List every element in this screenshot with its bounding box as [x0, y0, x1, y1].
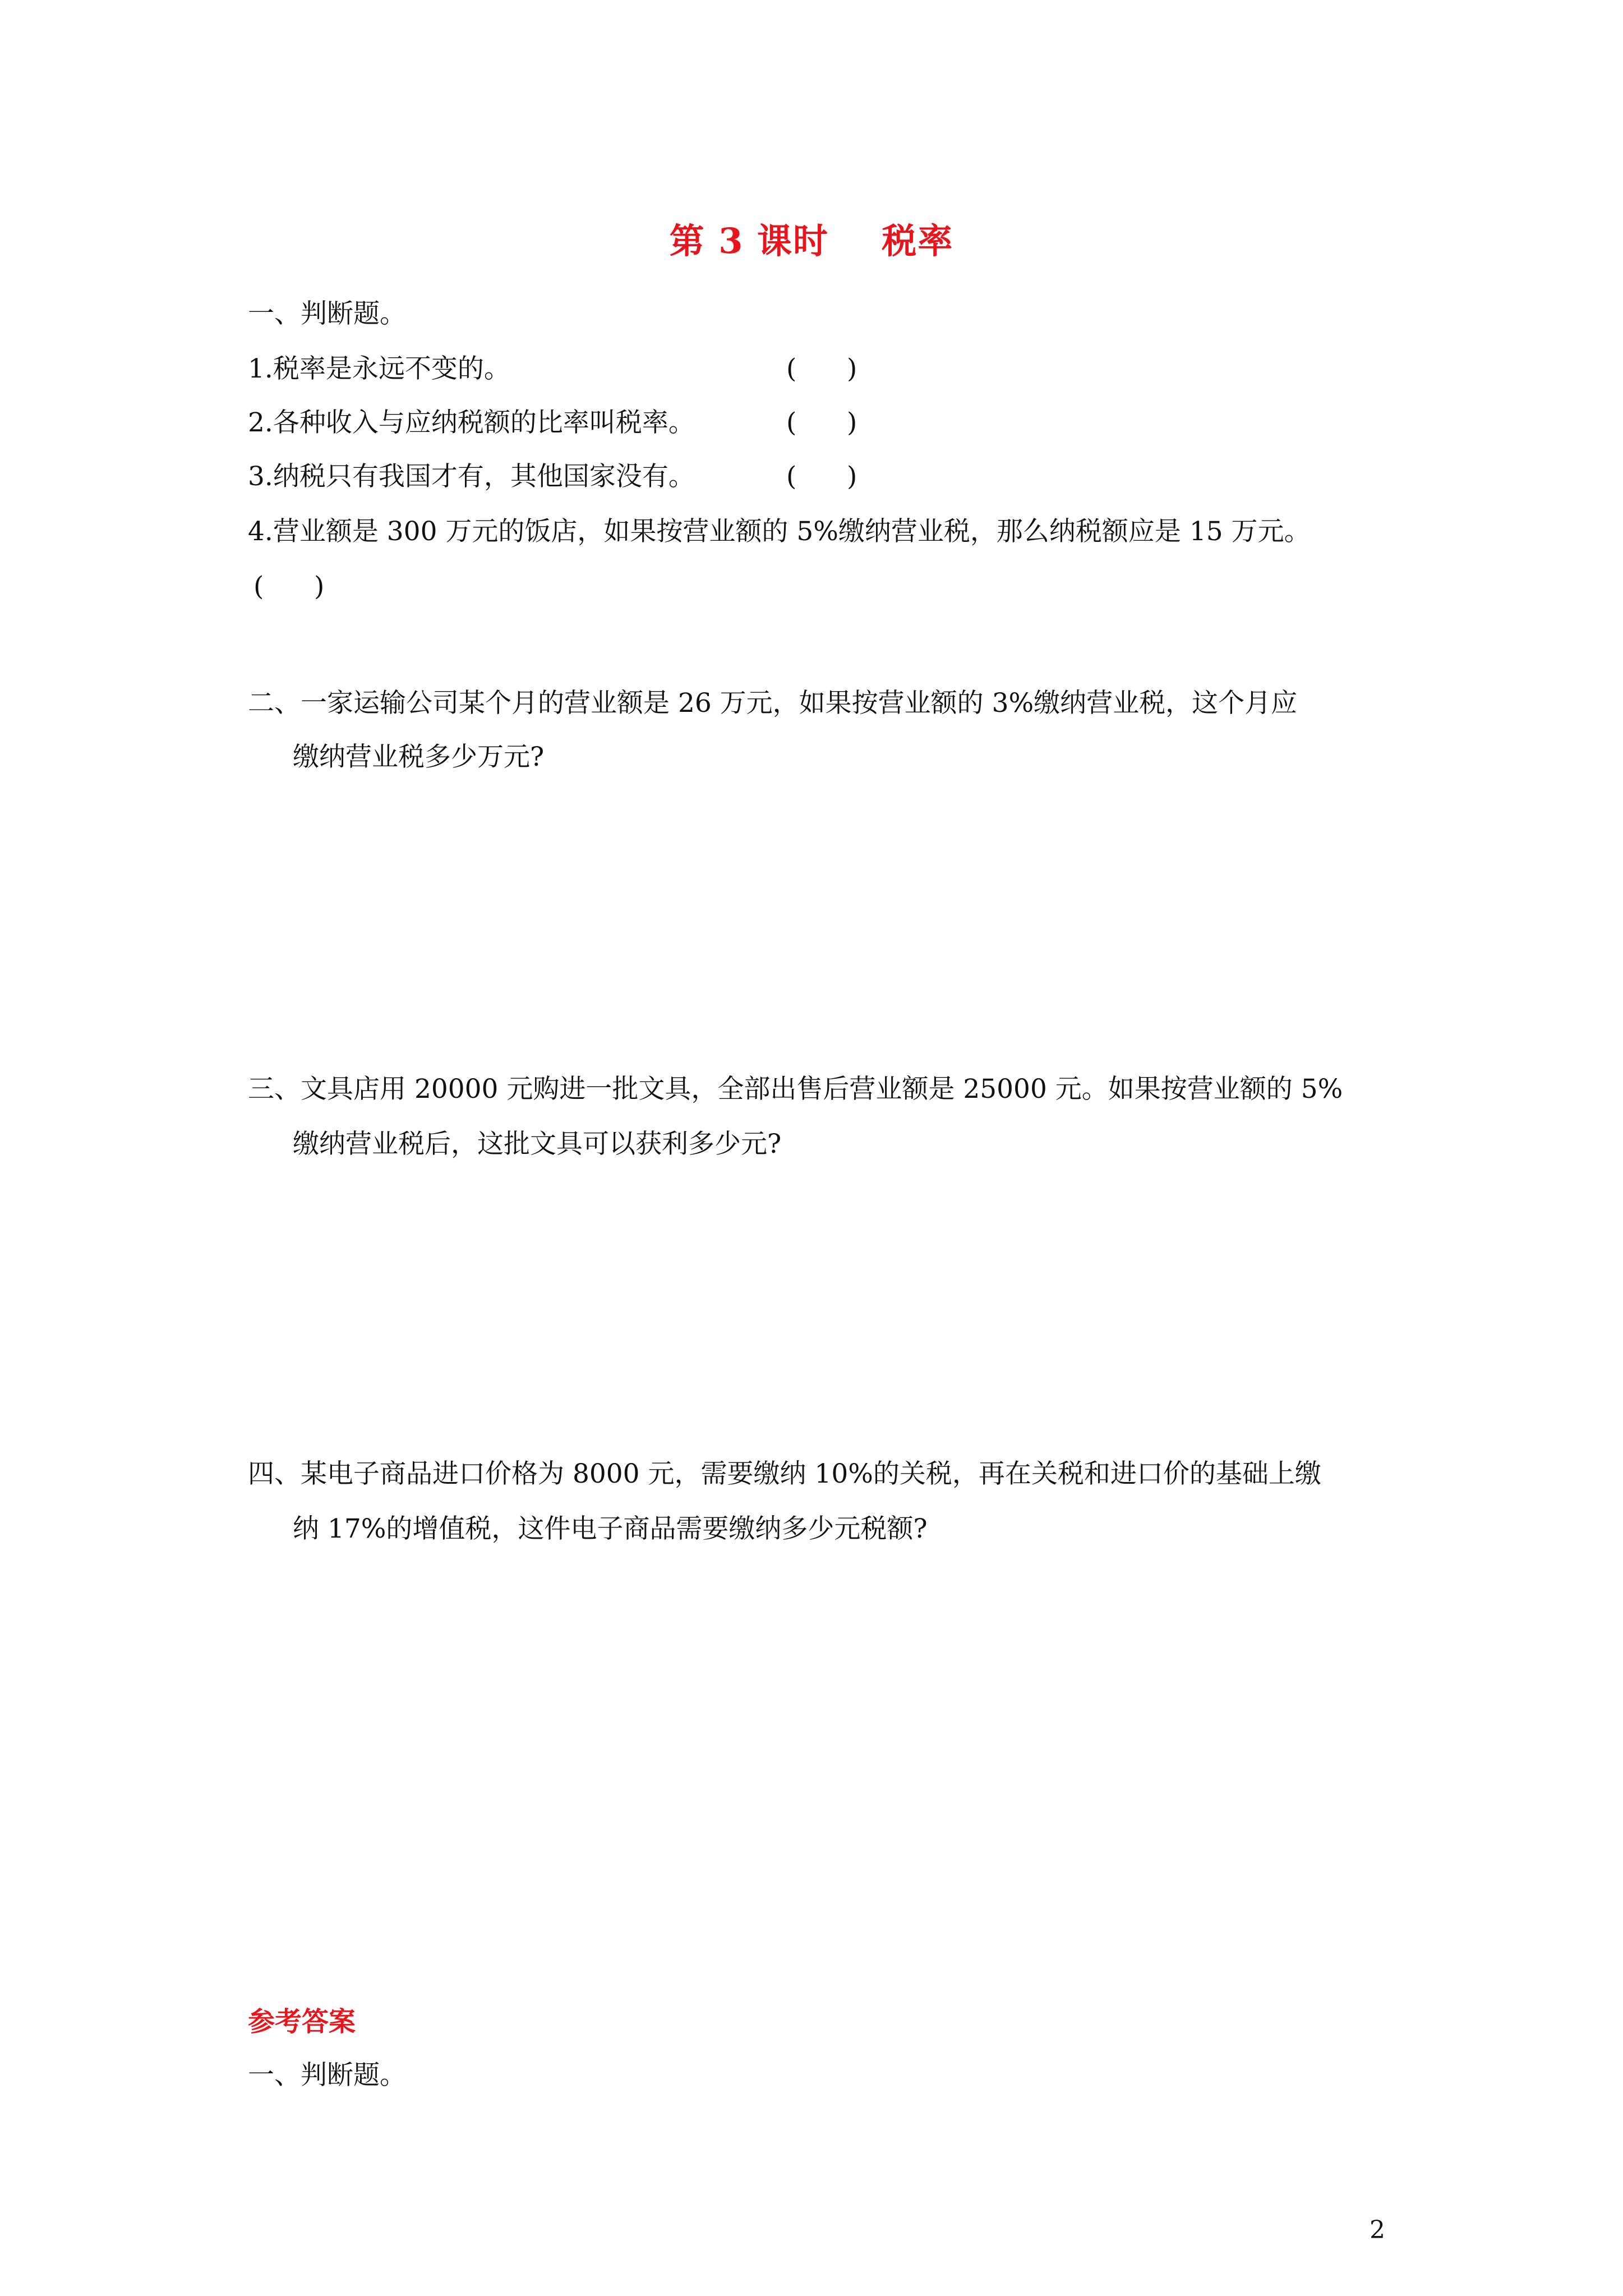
answer-key-heading: 参考答案	[248, 2006, 356, 2037]
question-4-text: 4.营业额是 300 万元的饭店，如果按营业额的 5%缴纳营业税，那么纳税额应是 15 万元。	[248, 516, 1311, 547]
problem-4-line-2: 纳 17%的增值税，这件电子商品需要缴纳多少元税额?	[293, 1513, 928, 1544]
question-1-text: 1.税率是永远不变的。	[248, 353, 510, 384]
question-3-answer-blank: ( )	[786, 461, 857, 492]
question-3-text: 3.纳税只有我国才有，其他国家没有。	[248, 461, 695, 492]
problem-3-line-1: 三、文具店用 20000 元购进一批文具，全部出售后营业额是 25000 元。如果按营业额的 5%	[248, 1074, 1343, 1105]
section1-heading: 一、判断题。	[248, 298, 406, 329]
answer-section1-heading: 一、判断题。	[248, 2060, 406, 2091]
problem-2-line-2: 缴纳营业税多少万元?	[293, 742, 545, 772]
question-2-answer-blank: ( )	[786, 407, 857, 438]
problem-2-line-1: 二、一家运输公司某个月的营业额是 26 万元，如果按营业额的 3%缴纳营业税，这个月应	[248, 688, 1298, 719]
page-title: 第 3 课时 税率	[669, 220, 954, 261]
question-2-text: 2.各种收入与应纳税额的比率叫税率。	[248, 407, 695, 438]
question-4-answer-blank: ( )	[253, 571, 325, 602]
problem-3-line-2: 缴纳营业税后，这批文具可以获利多少元?	[293, 1129, 782, 1159]
question-1-answer-blank: ( )	[786, 353, 857, 384]
page-number: 2	[1370, 2216, 1385, 2244]
problem-4-line-1: 四、某电子商品进口价格为 8000 元，需要缴纳 10%的关税，再在关税和进口价的基础上缴	[248, 1458, 1321, 1489]
